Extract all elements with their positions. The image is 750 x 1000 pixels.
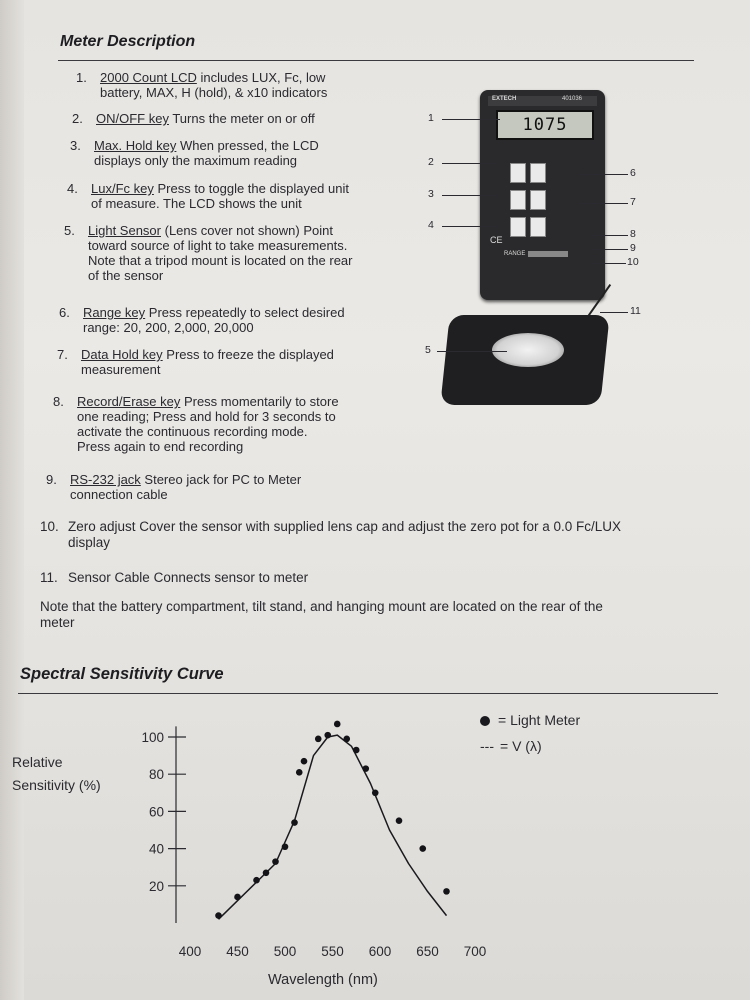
meter-key [510,217,526,237]
data-point-light-meter [315,736,322,743]
callout-number: 2 [428,156,434,168]
y-tick-label: 40 [148,841,164,857]
brand-label: EXTECH [492,96,517,102]
y-tick-label: 100 [141,730,164,745]
data-point-light-meter [215,912,222,919]
model-label: 401036 [562,96,583,102]
data-point-light-meter [362,765,369,772]
list-item: 3. Max. Hold key When pressed, the LCD displays only the maximum reading [70,138,319,168]
callout-leader [442,163,498,164]
data-point-light-meter [353,747,360,754]
data-point-light-meter [443,888,450,895]
series-line-v-lambda [219,735,447,919]
x-tick-label: 650 [416,944,439,959]
y-tick-label: 20 [148,878,164,894]
x-tick-label: 550 [321,944,344,959]
y-axis-label: Relative Sensitivity (%) [12,754,101,793]
legend-dash-icon: --- [480,738,494,754]
x-tick-label: 500 [273,944,297,959]
y-tick-label: 80 [148,767,164,783]
data-point-light-meter [419,845,426,852]
callout-leader [580,203,628,204]
y-tick-label: 60 [148,804,164,820]
page-fold-shadow [0,0,24,1000]
callout-number: 11 [630,305,641,317]
range-switch [528,251,568,257]
callout-leader [600,312,628,313]
x-axis-label: Wavelength (nm) [268,972,378,988]
data-point-light-meter [296,769,303,776]
data-point-light-meter [343,736,350,743]
data-point-light-meter [324,732,331,739]
section-rule [58,60,694,61]
x-tick-label: 400 [178,944,202,959]
spectral-title: Spectral Sensitivity Curve [20,665,224,683]
list-item: 1. 2000 Count LCD includes LUX, Fc, low battery, MAX, H (hold), & x10 indicators [76,70,328,100]
list-item: 7. Data Hold key Press to freeze the displayed measurement [57,347,334,377]
callout-leader [442,195,498,196]
data-point-light-meter [253,877,260,884]
legend-light-meter: = Light Meter [480,712,580,728]
data-point-light-meter [234,894,241,901]
meter-body [480,90,605,300]
callout-leader [590,263,626,264]
legend-v-lambda: --- = V (λ) [480,738,542,754]
callout-number: 3 [428,188,434,200]
data-point-light-meter [291,819,298,826]
lcd-display: 1075 [496,110,594,140]
callout-leader [580,174,628,175]
callout-leader [437,351,507,352]
meter-key [530,217,546,237]
meter-key [530,190,546,210]
data-point-light-meter [334,721,341,728]
list-item: 5. Light Sensor (Lens cover not shown) Point toward source of light to take measurements. Note that a tripod mount is located on the rear of the sensor [64,223,353,283]
x-tick-label: 700 [463,944,487,959]
list-item: 10. Zero adjust Cover the sensor with supplied lens cap and adjust the zero pot for a 0.0 Fc/LUX display [40,519,622,550]
light-meter-illustration [440,85,660,425]
callout-number: 10 [627,256,639,268]
callout-number: 8 [630,228,636,240]
callout-leader [442,226,498,227]
legend-dot-icon [480,716,490,726]
data-point-light-meter [396,817,403,824]
callout-leader [442,119,500,120]
x-tick-label: 450 [226,944,249,959]
data-point-light-meter [301,758,308,765]
section-rule [18,693,718,694]
data-point-light-meter [282,843,289,850]
list-item: 6. Range key Press repeatedly to select desired range: 20, 200, 2,000, 20,000 [59,305,345,335]
data-point-light-meter [272,858,279,865]
meter-key [510,190,526,210]
rear-note: Note that the battery compartment, tilt stand, and hanging mount are located on the rear of the meter [40,599,603,630]
meter-key [530,163,546,183]
list-item: 8. Record/Erase key Press momentarily to store one reading; Press and hold for 3 seconds to activate the continuous recording mode. Press again to end recording [53,394,339,454]
data-point-light-meter [372,790,379,797]
callout-number: 4 [428,219,434,231]
meter-description-title: Meter Description [60,33,196,50]
callout-number: 5 [425,344,431,356]
list-item: 9. RS-232 jack Stereo jack for PC to Meter connection cable [46,472,302,502]
list-item: 4. Lux/Fc key Press to toggle the displayed unit of measure. The LCD shows the unit [67,181,349,211]
ce-mark: CE [490,235,503,245]
callout-number: 1 [428,112,434,124]
callout-number: 9 [630,242,636,254]
x-tick-label: 600 [368,944,392,959]
range-label: RANGE [504,251,526,257]
callout-leader [590,235,628,236]
meter-key [510,163,526,183]
callout-leader [590,249,628,250]
light-sensor-lens [492,333,564,367]
callout-number: 7 [630,196,636,208]
list-item: 2. ON/OFF key Turns the meter on or off [72,111,315,126]
callout-number: 6 [630,167,636,179]
data-point-light-meter [263,869,270,876]
list-item: 11. Sensor Cable Connects sensor to meter [40,570,309,585]
